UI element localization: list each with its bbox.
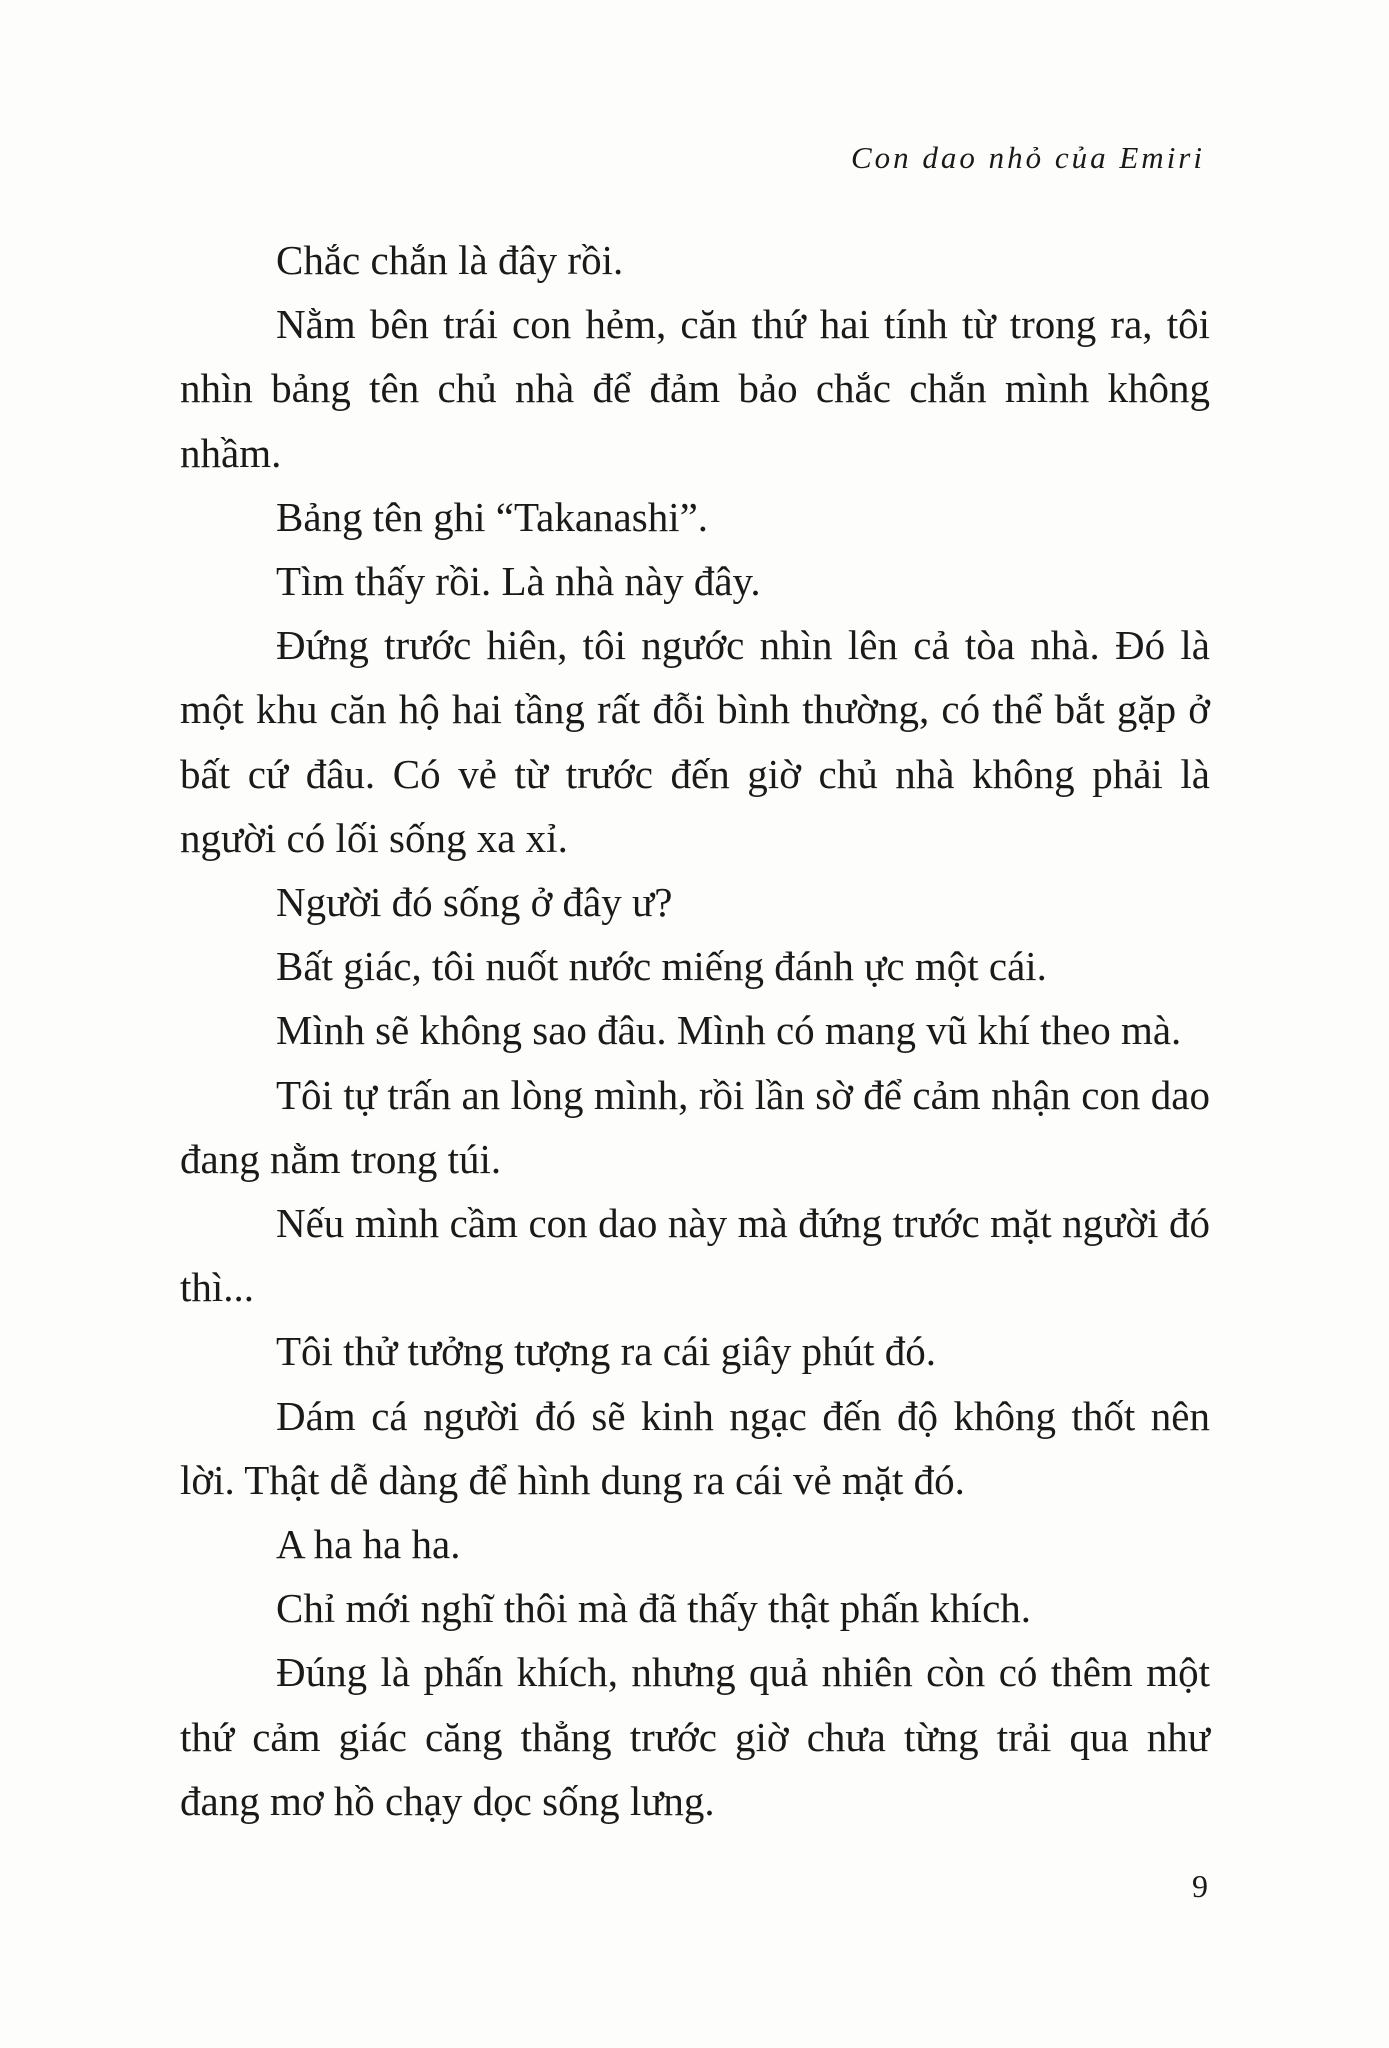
paragraph: Người đó sống ở đây ư?	[276, 879, 673, 926]
paragraph: Tìm thấy rồi. Là nhà này đây.	[276, 558, 761, 605]
page-number: 9	[1192, 1868, 1208, 1904]
paragraph: Bảng tên ghi “Takanashi”.	[276, 493, 709, 540]
paragraph: A ha ha ha.	[276, 1521, 461, 1568]
paragraph: Chỉ mới nghĩ thôi mà đã thấy thật phấn khích.	[276, 1585, 1032, 1632]
paragraph: Nếu mình cầm con dao này mà đứng trước mặt người đó thì...	[180, 1200, 1210, 1311]
paragraph: Nằm bên trái con hẻm, căn thứ hai tính từ trong ra, tôi nhìn bảng tên chủ nhà để đảm bảo chắc chắn mình không nhầm.	[180, 301, 1210, 476]
running-header: Con dao nhỏ của Emiri	[850, 140, 1205, 175]
paragraph: Bất giác, tôi nuốt nước miếng đánh ực một cái.	[276, 943, 1047, 990]
paragraph: Mình sẽ không sao đâu. Mình có mang vũ khí theo mà.	[276, 1007, 1182, 1054]
paragraph: Tôi thử tưởng tượng ra cái giây phút đó.	[276, 1328, 937, 1375]
paragraph: Dám cá người đó sẽ kinh ngạc đến độ không thốt nên lời. Thật dễ dàng để hình dung ra cái vẻ mặt đó.	[180, 1392, 1210, 1503]
paragraph: Tôi tự trấn an lòng mình, rồi lần sờ để cảm nhận con dao đang nằm trong túi.	[180, 1071, 1210, 1182]
paragraph: Đứng trước hiên, tôi ngước nhìn lên cả tòa nhà. Đó là một khu căn hộ hai tầng rất đỗi bình thường, có thể bắt gặp ở bất cứ đâu. Có vẻ từ trước đến giờ chủ nhà không phải là người có lối sống xa xỉ.	[180, 622, 1210, 861]
body-text	[180, 228, 1210, 1833]
paragraph: Đúng là phấn khích, nhưng quả nhiên còn có thêm một thứ cảm giác căng thẳng trước giờ chưa từng trải qua như đang mơ hồ chạy dọc sống lưng.	[180, 1649, 1210, 1824]
paragraph: Chắc chắn là đây rồi.	[276, 237, 624, 283]
